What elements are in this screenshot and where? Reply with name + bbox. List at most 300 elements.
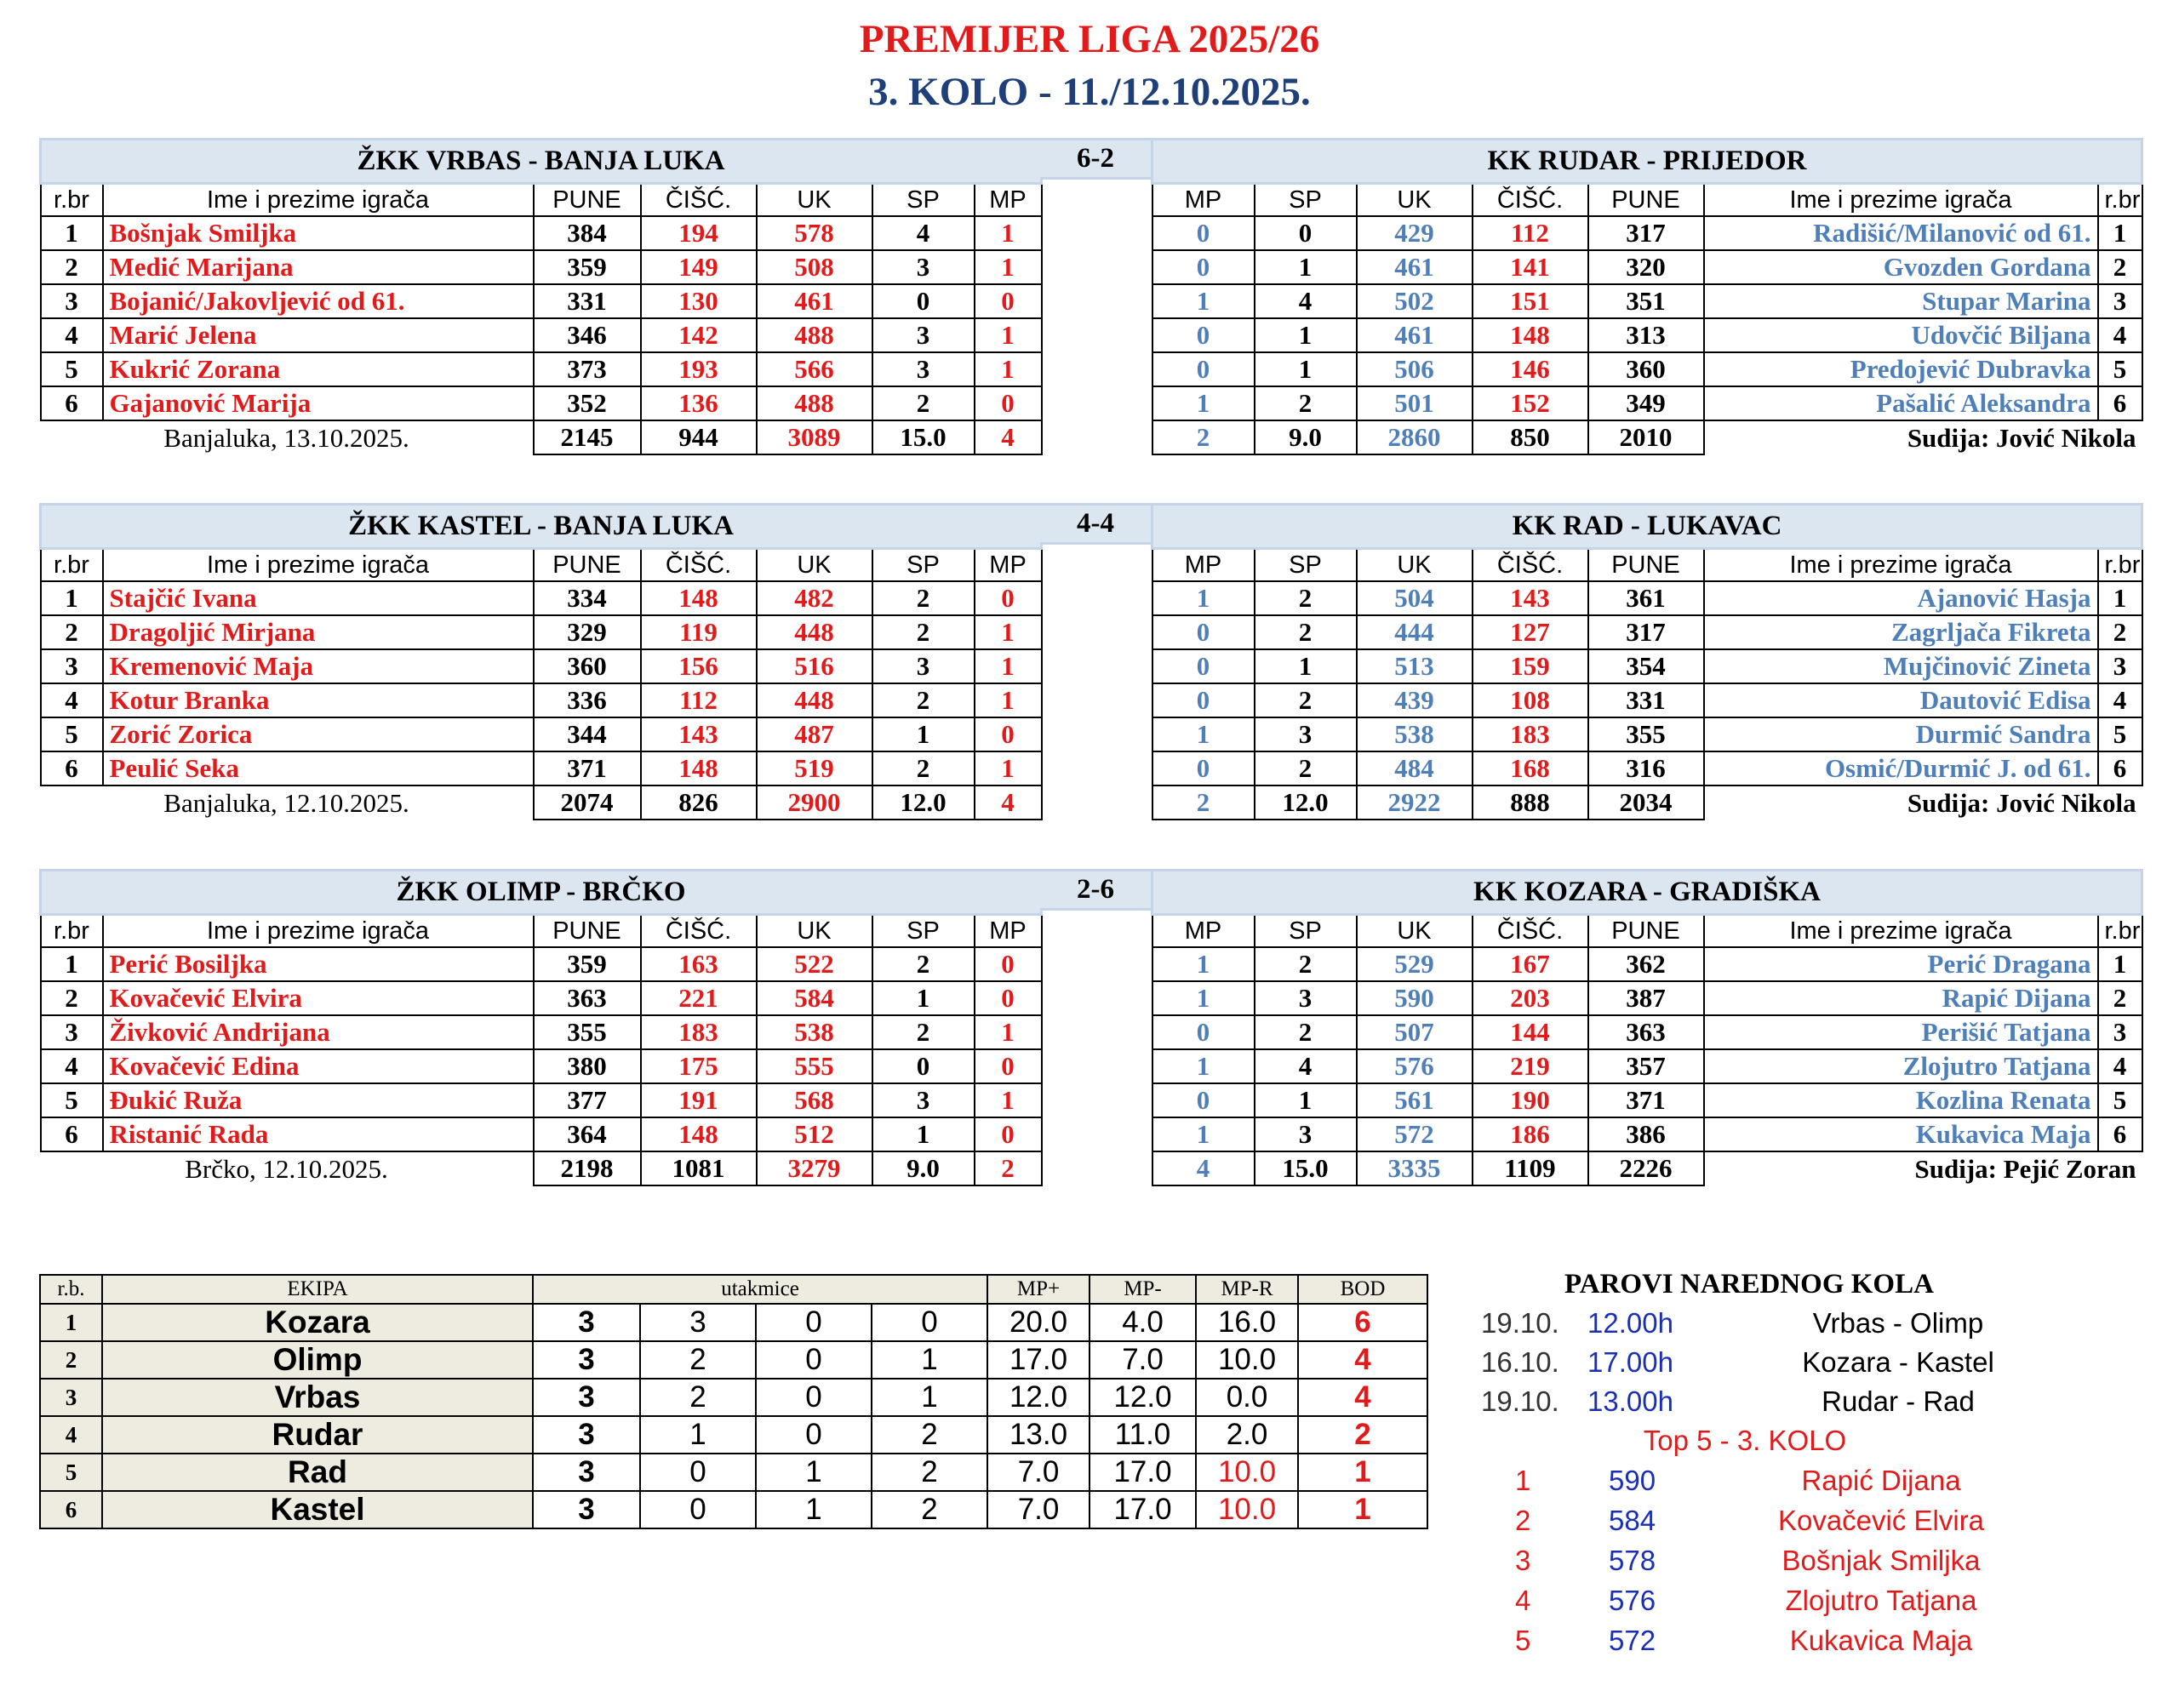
player-rank: 5 bbox=[41, 717, 103, 751]
player-uk: 439 bbox=[1357, 683, 1473, 717]
pair-time: 17.00h bbox=[1587, 1346, 1673, 1378]
player-mp: 0 bbox=[1152, 250, 1255, 284]
player-uk: 590 bbox=[1357, 981, 1473, 1015]
player-rank: 1 bbox=[41, 947, 103, 981]
standing-rank: 3 bbox=[40, 1379, 102, 1416]
away-team-name: KK KOZARA - GRADIŠKA bbox=[1152, 871, 2142, 915]
player-name: Peulić Seka bbox=[103, 751, 534, 785]
player-cisc: 183 bbox=[1473, 717, 1588, 751]
player-sp: 0 bbox=[872, 1049, 975, 1083]
player-name: Dautović Edisa bbox=[1704, 683, 2098, 717]
column-header: r.br bbox=[2098, 549, 2142, 582]
top5-list bbox=[1447, 1460, 2094, 1660]
standing-rank: 6 bbox=[40, 1491, 102, 1528]
away-team-table bbox=[1151, 869, 2143, 1186]
player-mp: 0 bbox=[1152, 615, 1255, 649]
top5-row bbox=[1447, 1580, 2094, 1620]
standing-points: 2 bbox=[1298, 1416, 1427, 1454]
home-team-header bbox=[41, 505, 1042, 549]
home-total-row bbox=[41, 1151, 1042, 1185]
player-pune: 354 bbox=[1588, 649, 1704, 683]
player-name: Pašalić Aleksandra bbox=[1704, 386, 2098, 420]
standing-mp-r: 16.0 bbox=[1196, 1304, 1298, 1341]
standing-draws: 1 bbox=[756, 1491, 872, 1528]
player-pune: 380 bbox=[534, 1049, 641, 1083]
column-header: Ime i prezime igrača bbox=[103, 184, 534, 217]
player-rank: 4 bbox=[2098, 1049, 2142, 1083]
player-uk: 501 bbox=[1357, 386, 1473, 420]
standings-header-rb: r.b. bbox=[40, 1275, 102, 1304]
player-mp: 1 bbox=[975, 1015, 1042, 1049]
player-sp: 0 bbox=[1255, 216, 1357, 250]
total-uk: 3089 bbox=[757, 420, 872, 454]
player-name: Marić Jelena bbox=[103, 318, 534, 352]
column-header: SP bbox=[1255, 184, 1357, 217]
standing-draws: 0 bbox=[756, 1416, 872, 1454]
player-name: Kozlina Renata bbox=[1704, 1083, 2098, 1117]
player-row bbox=[1152, 751, 2142, 785]
player-name: Dragoljić Mirjana bbox=[103, 615, 534, 649]
player-uk: 504 bbox=[1357, 581, 1473, 615]
standing-played: 3 bbox=[533, 1491, 640, 1528]
player-mp: 1 bbox=[975, 683, 1042, 717]
player-sp: 2 bbox=[1255, 581, 1357, 615]
standing-wins: 1 bbox=[640, 1416, 756, 1454]
standing-mp-r: 0.0 bbox=[1196, 1379, 1298, 1416]
player-rank: 6 bbox=[2098, 1117, 2142, 1151]
player-row bbox=[1152, 216, 2142, 250]
player-uk: 461 bbox=[1357, 318, 1473, 352]
standing-mp-r: 10.0 bbox=[1196, 1341, 1298, 1379]
player-row bbox=[1152, 352, 2142, 386]
player-pune: 384 bbox=[534, 216, 641, 250]
away-total-row bbox=[1152, 420, 2142, 454]
match-score: 6-2 bbox=[1040, 138, 1151, 180]
away-team-header bbox=[1152, 871, 2142, 915]
player-rank: 2 bbox=[2098, 250, 2142, 284]
column-header: ČIŠĆ. bbox=[641, 549, 757, 582]
total-sp: 15.0 bbox=[1255, 1151, 1357, 1185]
player-row bbox=[41, 751, 1042, 785]
match-score: 4-4 bbox=[1040, 503, 1151, 545]
player-cisc: 112 bbox=[1473, 216, 1588, 250]
player-mp: 0 bbox=[975, 1049, 1042, 1083]
standing-mp-minus: 17.0 bbox=[1090, 1454, 1196, 1491]
player-rank: 3 bbox=[41, 649, 103, 683]
column-header-row bbox=[41, 549, 1042, 582]
player-sp: 2 bbox=[872, 615, 975, 649]
standing-mp-plus: 7.0 bbox=[987, 1491, 1090, 1528]
player-mp: 0 bbox=[975, 1117, 1042, 1151]
player-pune: 371 bbox=[534, 751, 641, 785]
player-sp: 2 bbox=[872, 386, 975, 420]
player-uk: 578 bbox=[757, 216, 872, 250]
away-team-name: KK RUDAR - PRIJEDOR bbox=[1152, 140, 2142, 184]
player-sp: 1 bbox=[1255, 318, 1357, 352]
home-total-row bbox=[41, 785, 1042, 820]
player-sp: 1 bbox=[872, 1117, 975, 1151]
column-header: ČIŠĆ. bbox=[1473, 549, 1588, 582]
player-cisc: 143 bbox=[1473, 581, 1588, 615]
standing-wins: 3 bbox=[640, 1304, 756, 1341]
player-rank: 1 bbox=[41, 581, 103, 615]
player-uk: 572 bbox=[1357, 1117, 1473, 1151]
next-round-pair bbox=[1447, 1304, 2094, 1343]
player-row bbox=[1152, 581, 2142, 615]
player-row bbox=[41, 947, 1042, 981]
next-round-pairs bbox=[1447, 1304, 2094, 1421]
top5-score: 584 bbox=[1609, 1505, 1656, 1536]
player-cisc: 219 bbox=[1473, 1049, 1588, 1083]
column-header: PUNE bbox=[534, 184, 641, 217]
player-pune: 329 bbox=[534, 615, 641, 649]
next-round-title: PAROVI NAREDNOG KOLA bbox=[1564, 1269, 1934, 1300]
player-pune: 377 bbox=[534, 1083, 641, 1117]
match-referee: Sudija: Pejić Zoran bbox=[1914, 1153, 2136, 1184]
player-row bbox=[1152, 683, 2142, 717]
player-cisc: 175 bbox=[641, 1049, 757, 1083]
standing-losses: 2 bbox=[872, 1416, 987, 1454]
player-cisc: 163 bbox=[641, 947, 757, 981]
top5-name: Rapić Dijana bbox=[1801, 1465, 1961, 1496]
player-row bbox=[41, 581, 1042, 615]
player-pune: 351 bbox=[1588, 284, 1704, 318]
player-rank: 3 bbox=[41, 1015, 103, 1049]
player-name: Stupar Marina bbox=[1704, 284, 2098, 318]
column-header: r.br bbox=[2098, 915, 2142, 948]
player-pune: 355 bbox=[534, 1015, 641, 1049]
player-mp: 0 bbox=[975, 284, 1042, 318]
standing-mp-minus: 4.0 bbox=[1090, 1304, 1196, 1341]
standing-wins: 2 bbox=[640, 1379, 756, 1416]
player-cisc: 194 bbox=[641, 216, 757, 250]
player-mp: 0 bbox=[975, 386, 1042, 420]
total-pune: 2145 bbox=[534, 420, 641, 454]
player-row bbox=[1152, 386, 2142, 420]
player-row bbox=[41, 683, 1042, 717]
top5-rank: 3 bbox=[1515, 1545, 1531, 1576]
player-rank: 5 bbox=[41, 352, 103, 386]
standing-draws: 0 bbox=[756, 1304, 872, 1341]
player-cisc: 141 bbox=[1473, 250, 1588, 284]
player-pune: 334 bbox=[534, 581, 641, 615]
player-mp: 0 bbox=[1152, 352, 1255, 386]
player-name: Radišić/Milanović od 61. bbox=[1704, 216, 2098, 250]
pair-time: 12.00h bbox=[1587, 1307, 1673, 1339]
player-rank: 2 bbox=[41, 981, 103, 1015]
standing-mp-minus: 11.0 bbox=[1090, 1416, 1196, 1454]
standing-losses: 1 bbox=[872, 1341, 987, 1379]
player-name: Stajčić Ivana bbox=[103, 581, 534, 615]
column-header: PUNE bbox=[1588, 184, 1704, 217]
player-name: Gajanović Marija bbox=[103, 386, 534, 420]
player-sp: 2 bbox=[872, 947, 975, 981]
player-uk: 561 bbox=[1357, 1083, 1473, 1117]
pair-time: 13.00h bbox=[1587, 1385, 1673, 1417]
player-row bbox=[1152, 649, 2142, 683]
player-name: Bojanić/Jakovljević od 61. bbox=[103, 284, 534, 318]
away-total-row bbox=[1152, 785, 2142, 820]
player-rank: 3 bbox=[41, 284, 103, 318]
column-header: UK bbox=[1357, 915, 1473, 948]
standing-rank: 2 bbox=[40, 1341, 102, 1379]
player-rank: 3 bbox=[2098, 649, 2142, 683]
player-rank: 6 bbox=[41, 751, 103, 785]
player-cisc: 136 bbox=[641, 386, 757, 420]
column-header-row bbox=[41, 184, 1042, 217]
match-block bbox=[39, 138, 2142, 482]
player-row bbox=[41, 318, 1042, 352]
top5-rank: 1 bbox=[1515, 1465, 1531, 1496]
player-uk: 448 bbox=[757, 615, 872, 649]
standing-wins: 2 bbox=[640, 1341, 756, 1379]
player-cisc: 186 bbox=[1473, 1117, 1588, 1151]
standing-played: 3 bbox=[533, 1454, 640, 1491]
total-cisc: 850 bbox=[1473, 420, 1588, 454]
column-header: Ime i prezime igrača bbox=[1704, 184, 2098, 217]
player-pune: 363 bbox=[1588, 1015, 1704, 1049]
standing-draws: 1 bbox=[756, 1454, 872, 1491]
player-mp: 1 bbox=[975, 250, 1042, 284]
player-cisc: 159 bbox=[1473, 649, 1588, 683]
player-rank: 4 bbox=[41, 1049, 103, 1083]
total-cisc: 944 bbox=[641, 420, 757, 454]
player-rank: 6 bbox=[41, 1117, 103, 1151]
player-name: Zagrljača Fikreta bbox=[1704, 615, 2098, 649]
column-header: UK bbox=[757, 915, 872, 948]
standing-mp-plus: 17.0 bbox=[987, 1341, 1090, 1379]
column-header: UK bbox=[757, 184, 872, 217]
player-rank: 2 bbox=[2098, 615, 2142, 649]
player-name: Mujčinović Zineta bbox=[1704, 649, 2098, 683]
standings-row bbox=[40, 1491, 1427, 1528]
player-pune: 363 bbox=[534, 981, 641, 1015]
player-uk: 484 bbox=[1357, 751, 1473, 785]
home-team-name: ŽKK KASTEL - BANJA LUKA bbox=[41, 505, 1042, 549]
player-sp: 2 bbox=[1255, 683, 1357, 717]
player-cisc: 190 bbox=[1473, 1083, 1588, 1117]
home-team-name: ŽKK VRBAS - BANJA LUKA bbox=[41, 140, 1042, 184]
standing-losses: 2 bbox=[872, 1454, 987, 1491]
total-pune: 2198 bbox=[534, 1151, 641, 1185]
standings-header-mp-minus: MP- bbox=[1090, 1275, 1196, 1304]
player-cisc: 193 bbox=[641, 352, 757, 386]
player-name: Kremenović Maja bbox=[103, 649, 534, 683]
player-name: Osmić/Durmić J. od 61. bbox=[1704, 751, 2098, 785]
player-rank: 2 bbox=[2098, 981, 2142, 1015]
column-header-row bbox=[1152, 549, 2142, 582]
player-sp: 1 bbox=[1255, 250, 1357, 284]
player-name: Kovačević Edina bbox=[103, 1049, 534, 1083]
standing-mp-plus: 12.0 bbox=[987, 1379, 1090, 1416]
player-sp: 3 bbox=[1255, 981, 1357, 1015]
page-title: PREMIJER LIGA 2025/26 bbox=[859, 17, 1320, 61]
total-sp: 15.0 bbox=[872, 420, 975, 454]
standing-played: 3 bbox=[533, 1341, 640, 1379]
player-name: Udovčić Biljana bbox=[1704, 318, 2098, 352]
standing-wins: 0 bbox=[640, 1491, 756, 1528]
standing-team: Kozara bbox=[102, 1304, 533, 1341]
pair-game: Kozara - Kastel bbox=[1802, 1346, 1994, 1378]
player-uk: 584 bbox=[757, 981, 872, 1015]
player-mp: 0 bbox=[975, 947, 1042, 981]
player-cisc: 119 bbox=[641, 615, 757, 649]
player-sp: 1 bbox=[872, 981, 975, 1015]
player-pune: 371 bbox=[1588, 1083, 1704, 1117]
player-rank: 5 bbox=[2098, 1083, 2142, 1117]
pair-game: Rudar - Rad bbox=[1822, 1385, 1975, 1417]
standings-header-row bbox=[40, 1275, 1427, 1304]
player-name: Kukrić Zorana bbox=[103, 352, 534, 386]
standings-header-bod: BOD bbox=[1298, 1275, 1427, 1304]
away-team-table bbox=[1151, 138, 2143, 455]
player-pune: 360 bbox=[1588, 352, 1704, 386]
player-uk: 488 bbox=[757, 318, 872, 352]
player-name: Durmić Sandra bbox=[1704, 717, 2098, 751]
column-header: SP bbox=[1255, 549, 1357, 582]
top5-score: 576 bbox=[1609, 1585, 1656, 1616]
player-pune: 349 bbox=[1588, 386, 1704, 420]
player-mp: 1 bbox=[1152, 947, 1255, 981]
player-mp: 0 bbox=[975, 717, 1042, 751]
home-total-row bbox=[41, 420, 1042, 454]
player-sp: 3 bbox=[872, 352, 975, 386]
column-header: PUNE bbox=[1588, 549, 1704, 582]
player-name: Zorić Zorica bbox=[103, 717, 534, 751]
player-uk: 488 bbox=[757, 386, 872, 420]
player-rank: 4 bbox=[2098, 318, 2142, 352]
player-name: Đukić Ruža bbox=[103, 1083, 534, 1117]
column-header: SP bbox=[872, 549, 975, 582]
player-mp: 1 bbox=[975, 1083, 1042, 1117]
standing-mp-minus: 7.0 bbox=[1090, 1341, 1196, 1379]
player-sp: 2 bbox=[1255, 751, 1357, 785]
player-pune: 364 bbox=[534, 1117, 641, 1151]
standing-losses: 1 bbox=[872, 1379, 987, 1416]
player-rank: 1 bbox=[2098, 581, 2142, 615]
column-header: Ime i prezime igrača bbox=[103, 549, 534, 582]
total-sp: 12.0 bbox=[1255, 785, 1357, 820]
standing-points: 4 bbox=[1298, 1379, 1427, 1416]
player-pune: 320 bbox=[1588, 250, 1704, 284]
column-header: r.br bbox=[41, 184, 103, 217]
player-rank: 6 bbox=[41, 386, 103, 420]
standing-wins: 0 bbox=[640, 1454, 756, 1491]
player-row bbox=[41, 615, 1042, 649]
player-pune: 313 bbox=[1588, 318, 1704, 352]
total-sp: 12.0 bbox=[872, 785, 975, 820]
player-cisc: 168 bbox=[1473, 751, 1588, 785]
standing-played: 3 bbox=[533, 1379, 640, 1416]
player-sp: 0 bbox=[872, 284, 975, 318]
standings-row bbox=[40, 1304, 1427, 1341]
player-sp: 4 bbox=[1255, 284, 1357, 318]
top5-title: Top 5 - 3. KOLO bbox=[1643, 1425, 1847, 1456]
player-uk: 555 bbox=[757, 1049, 872, 1083]
player-uk: 522 bbox=[757, 947, 872, 981]
total-pune: 2010 bbox=[1588, 420, 1704, 454]
player-sp: 3 bbox=[1255, 717, 1357, 751]
total-mp: 4 bbox=[975, 420, 1042, 454]
total-cisc: 826 bbox=[641, 785, 757, 820]
standing-team: Vrbas bbox=[102, 1379, 533, 1416]
total-cisc: 888 bbox=[1473, 785, 1588, 820]
player-cisc: 143 bbox=[641, 717, 757, 751]
player-name: Perišić Tatjana bbox=[1704, 1015, 2098, 1049]
player-row bbox=[41, 284, 1042, 318]
player-uk: 507 bbox=[1357, 1015, 1473, 1049]
player-mp: 0 bbox=[1152, 318, 1255, 352]
player-row bbox=[1152, 981, 2142, 1015]
standings-table bbox=[39, 1274, 1428, 1529]
player-pune: 344 bbox=[534, 717, 641, 751]
player-row bbox=[1152, 1049, 2142, 1083]
player-pune: 316 bbox=[1588, 751, 1704, 785]
player-sp: 2 bbox=[1255, 1015, 1357, 1049]
pair-date: 19.10. bbox=[1481, 1385, 1559, 1417]
player-name: Perić Bosiljka bbox=[103, 947, 534, 981]
player-mp: 1 bbox=[975, 216, 1042, 250]
player-row bbox=[1152, 250, 2142, 284]
player-uk: 538 bbox=[757, 1015, 872, 1049]
player-name: Bošnjak Smiljka bbox=[103, 216, 534, 250]
player-mp: 0 bbox=[1152, 649, 1255, 683]
player-cisc: 183 bbox=[641, 1015, 757, 1049]
top5-row bbox=[1447, 1500, 2094, 1540]
home-team-table bbox=[39, 503, 1043, 820]
player-row bbox=[41, 1083, 1042, 1117]
column-header: r.br bbox=[2098, 184, 2142, 217]
column-header: PUNE bbox=[534, 549, 641, 582]
player-cisc: 148 bbox=[641, 751, 757, 785]
match-location-date: Brčko, 12.10.2025. bbox=[185, 1153, 388, 1184]
player-sp: 3 bbox=[1255, 1117, 1357, 1151]
top5-name: Kukavica Maja bbox=[1789, 1625, 1973, 1656]
player-rank: 3 bbox=[2098, 284, 2142, 318]
player-uk: 513 bbox=[1357, 649, 1473, 683]
standing-team: Rad bbox=[102, 1454, 533, 1491]
player-row bbox=[1152, 1083, 2142, 1117]
player-pune: 362 bbox=[1588, 947, 1704, 981]
standing-team: Rudar bbox=[102, 1416, 533, 1454]
total-uk: 2860 bbox=[1357, 420, 1473, 454]
player-cisc: 156 bbox=[641, 649, 757, 683]
player-pune: 359 bbox=[534, 250, 641, 284]
player-sp: 1 bbox=[1255, 649, 1357, 683]
standing-mp-minus: 12.0 bbox=[1090, 1379, 1196, 1416]
total-uk: 2922 bbox=[1357, 785, 1473, 820]
total-mp: 4 bbox=[1152, 1151, 1255, 1185]
top5-rank: 2 bbox=[1515, 1505, 1531, 1536]
match-location-date: Banjaluka, 12.10.2025. bbox=[163, 787, 409, 818]
player-mp: 1 bbox=[1152, 386, 1255, 420]
total-uk: 2900 bbox=[757, 785, 872, 820]
pair-date: 16.10. bbox=[1481, 1346, 1559, 1378]
player-pune: 359 bbox=[534, 947, 641, 981]
column-header: ČIŠĆ. bbox=[1473, 915, 1588, 948]
match-referee: Sudija: Jović Nikola bbox=[1907, 422, 2136, 453]
player-rank: 2 bbox=[41, 615, 103, 649]
player-sp: 1 bbox=[872, 717, 975, 751]
player-uk: 482 bbox=[757, 581, 872, 615]
column-header: MP bbox=[975, 915, 1042, 948]
player-sp: 2 bbox=[872, 683, 975, 717]
player-pune: 336 bbox=[534, 683, 641, 717]
player-mp: 1 bbox=[975, 649, 1042, 683]
player-cisc: 127 bbox=[1473, 615, 1588, 649]
player-pune: 357 bbox=[1588, 1049, 1704, 1083]
player-sp: 2 bbox=[872, 751, 975, 785]
